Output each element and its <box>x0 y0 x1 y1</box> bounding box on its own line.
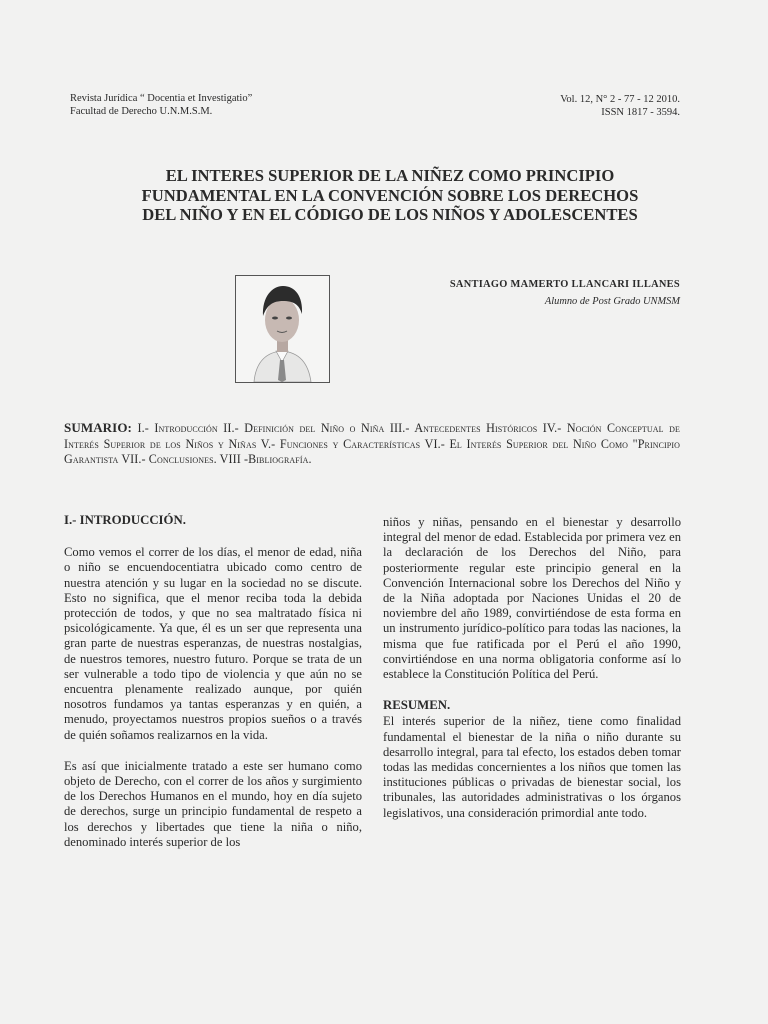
right-column <box>383 515 681 821</box>
summary-label: SUMARIO: <box>64 420 132 435</box>
introduction-heading: I.- INTRODUCCIÓN. <box>64 513 186 527</box>
title-line-2: FUNDAMENTAL EN LA CONVENCIÓN SOBRE LOS DERECHOS <box>141 185 639 205</box>
introduction-paragraph-1: Como vemos el correr de los días, el menor de edad, niña o niño se encuendocentiatra ubicado como centro de nuestra atención y su lugar en la sociedad no se discute. Esto no significa, que el menor reciba toda la debida protección de todos, y que no sea maltratado física ni psicológicamente. Ya que, él es un ser que representa una gran parte de nuestras esperanzas, de nuestras nostalgias, de nuestros temores, nuestro futuro. Porque se trata de un ser vulnerable a todo tipo de violencia y que aún no se encuentra plenamente realizado aunque, por quién nosotros fundamos ya tantas esperanzas y en quién, a menudo, proyectamos nuestros propios sueños o a través de quién soñamos realizarnos en la vida. <box>64 545 362 742</box>
summary-text: I.- Introducción II.- Definición del Niño o Niña III.- Antecedentes Históricos IV.- Noción Conceptual de Interés Superior de los Niños y Niñas V.- Funciones y Características VI.- El Interés Superior del Niño Como "Principio Garantista VII.- Conclusiones. VIII -Bibliografía. <box>64 421 681 467</box>
journal-header-right <box>560 93 680 119</box>
author-affiliation: Alumno de Post Grado UNMSM <box>544 296 680 307</box>
author-portrait-image <box>236 276 329 382</box>
journal-header-left <box>70 92 252 118</box>
article-title <box>70 166 710 225</box>
volume-info: Vol. 12, N° 2 - 77 - 12 2010. <box>560 94 680 105</box>
resumen-heading: RESUMEN. <box>383 698 451 713</box>
title-line-1: EL INTERES SUPERIOR DE LA NIÑEZ COMO PRINCIPIO <box>165 166 615 185</box>
faculty-name: Facultad de Derecho U.N.M.S.M. <box>70 106 213 117</box>
issn: ISSN 1817 - 3594. <box>601 107 680 118</box>
summary-block <box>64 420 680 468</box>
introduction-paragraph-3: niños y niñas, pensando en el bienestar y desarrollo integral del menor de edad. Establecida por primera vez en la declaración de los Derechos del Niño, para posteriormente regular este principio general en la Convención Internacional sobre los Derechos del Niño y de la Niña adoptada por Naciones Unidas el 20 de noviembre del año 1989, convirtiéndose de esta forma en un instrumento jurídico-político para todas las naciones, la misma que fue ratificada por el Perú el año 1990, convirtiéndose en una norma obligatoria conforme así lo establece la Constitución Política del Perú. <box>383 515 681 682</box>
introduction-paragraph-2: Es así que inicialmente tratado a este ser humano como objeto de Derecho, con el correr de los años y surgimiento de los Derechos Humanos en el mundo, hoy en día sujeto de derechos, surge un principio fundamental de respeto a los derechos y libertades que tiene la niña o niño, denominado interés superior de los <box>64 758 362 849</box>
left-column <box>64 513 362 850</box>
author-name: SANTIAGO MAMERTO LLANCARI ILLANES <box>449 279 680 290</box>
journal-name: Revista Jurídica “ Docentia et Investigatio” <box>70 93 253 104</box>
title-line-3: DEL NIÑO Y EN EL CÓDIGO DE LOS NIÑOS Y ADOLESCENTES <box>142 205 638 224</box>
resumen-text: El interés superior de la niñez, tiene como finalidad fundamental el bienestar de la niña o niño durante su desarrollo integral, para tal efecto, los estados deben tomar todas las medidas concernientes a los niños que tomen las instituciones públicas o privadas de bienestar social, los tribunales, las autoridades administrativas o los órganos legislativos, una consideración primordial ante todo. <box>383 714 681 820</box>
author-photo <box>235 275 330 383</box>
author-block <box>450 279 680 307</box>
